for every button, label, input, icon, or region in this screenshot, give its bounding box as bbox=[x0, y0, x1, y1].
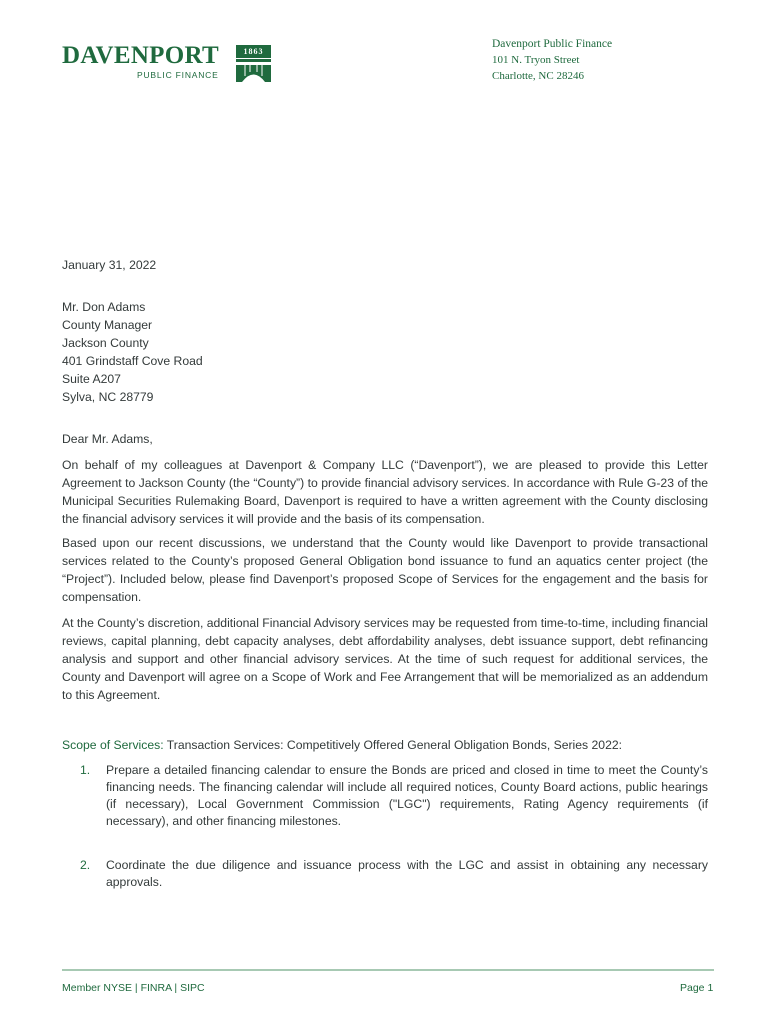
sender-address bbox=[492, 36, 612, 84]
davenport-logo bbox=[62, 43, 274, 83]
list-item-text: Coordinate the due diligence and issuance process with the LGC and assist in obtaining any necessary approvals. bbox=[106, 858, 708, 889]
paragraph: At the County’s discretion, additional Financial Advisory services may be requested from time-to-time, including financial reviews, capital planning, debt capacity analyses, debt affordability analyses, debt issuance support, debt refinancing analysis and support and other financial advisory services. At the time of such request for additional services, the County and Davenport will agree on a Scope of Work and Fee Arrangement that will be memorialized as an addendum to this Agreement. bbox=[62, 616, 709, 702]
recipient-street: 401 Grindstaff Cove Road bbox=[62, 354, 203, 368]
recipient-organization: Jackson County bbox=[62, 336, 149, 350]
recipient-city: Sylva, NC 28779 bbox=[62, 390, 154, 404]
logo-subtitle: PUBLIC FINANCE bbox=[137, 70, 219, 80]
recipient-block bbox=[62, 298, 708, 406]
logo-wordmark: DAVENPORT bbox=[62, 42, 219, 69]
sender-street: 101 N. Tryon Street bbox=[492, 54, 580, 66]
paragraph: On behalf of my colleagues at Davenport & Company LLC (“Davenport”), we are pleased to provide this Letter Agreement to Jackson County (the “County”) to provide financial advisory services. In accordance with Rule G-23 of the Municipal Securities Rulemaking Board, Davenport is required to have a written agreement with the County disclosing the financial advisory services it will provide and the basis of its compensation. bbox=[62, 458, 708, 526]
recipient-name: Mr. Don Adams bbox=[62, 300, 146, 314]
recipient-title: County Manager bbox=[62, 318, 153, 332]
salutation: Dear Mr. Adams, bbox=[62, 432, 153, 446]
list-item-number: 1. bbox=[80, 763, 91, 777]
footer-membership: Member NYSE | FINRA | SIPC bbox=[62, 982, 205, 994]
sender-city: Charlotte, NC 28246 bbox=[492, 70, 584, 82]
paragraph: Based upon our recent discussions, we understand that the County would like Davenport to provide transactional services related to the County’s proposed General Obligation bond issuance to fund an aquatics center project (the “Project”). Included below, please find Davenport’s proposed Scope of Services for the engagement and the basis for compensation. bbox=[62, 536, 708, 604]
scope-heading bbox=[62, 736, 708, 754]
logo-badge bbox=[236, 45, 271, 82]
page-number: Page 1 bbox=[680, 982, 714, 994]
recipient-suite: Suite A207 bbox=[62, 372, 121, 386]
footer-divider bbox=[62, 969, 714, 971]
scope-text: Transaction Services: Competitively Offered General Obligation Bonds, Series 2022: bbox=[163, 738, 623, 752]
bridge-icon bbox=[236, 59, 271, 82]
list-item-number: 2. bbox=[80, 858, 91, 872]
list-item-text: Prepare a detailed financing calendar to ensure the Bonds are priced and closed in time to meet the County’s financing needs. The financing calendar will include all required notices, County Board actions, public hearings (if necessary), Local Government Commission ("LGC") requirements, Rating Agency requirements (if necessary), and other financing milestones. bbox=[106, 763, 708, 828]
sender-firm: Davenport Public Finance bbox=[492, 38, 613, 50]
scope-label: Scope of Services: bbox=[62, 738, 164, 752]
logo-year: 1863 bbox=[236, 45, 271, 58]
letter-date: January 31, 2022 bbox=[62, 258, 157, 272]
